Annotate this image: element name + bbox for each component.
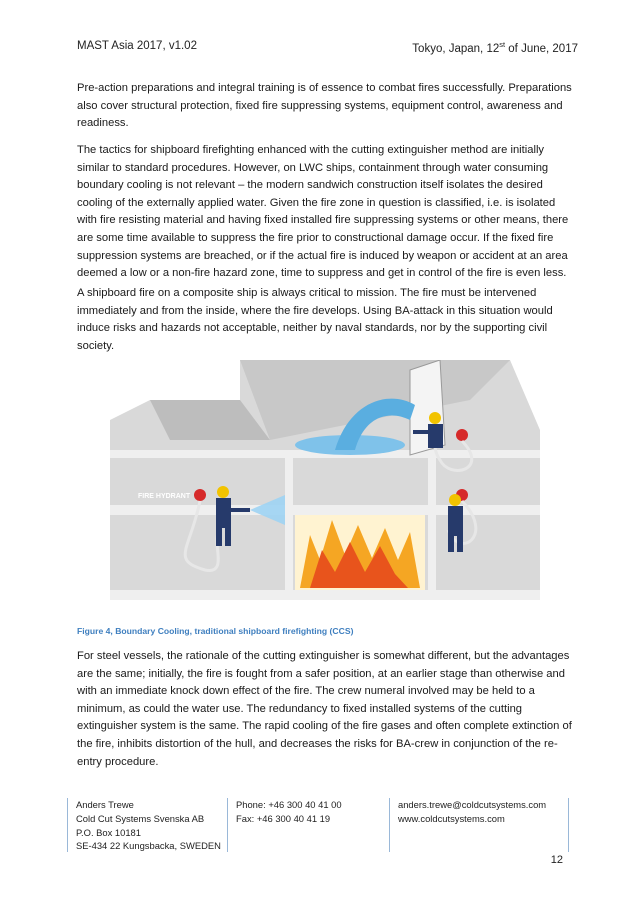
footer-email-link[interactable]: anders.trewe@coldcutsystems.com [398, 799, 547, 810]
footer-phone: Phone: +46 300 40 41 00 [236, 799, 342, 810]
figure-caption: Figure 4, Boundary Cooling, traditional shipboard firefighting (CCS) [77, 626, 354, 636]
paragraph-1: Pre-action preparations and integral training is of essence to combat fires successfully. Preparations also cover structural protection, fixed fire suppressing systems, equipment control, awareness and readiness. [77, 82, 572, 130]
footer-contact-phone [227, 798, 386, 852]
bottom-deck [110, 590, 540, 600]
header-right: Tokyo, Japan, 12st of June, 2017 [412, 40, 578, 55]
boundary-cooling-illustration [110, 360, 540, 610]
footer-website-link[interactable]: www.coldcutsystems.com [398, 812, 505, 824]
paragraph-2: The tactics for shipboard firefighting enhanced with the cutting extinguisher method are initially similar to standard procedures. However, on LWC ships, containment through water consuming boundary cooling is not relevant – the modern sandwich construction itself isolates the desired cooling of the externally applied water. Given the fire zone in question is classified, i.e. is isolated with fire resisting material and having fixed installed fire suppressing systems or other means, there are some time available to suppress the fire prior to constructional damage occur. If the fixed fire suppression systems are breached, or if the actual fire is induced by weapon or accident at an area deemed a low or a non-fire hazard zone, time to suppress and get in control of the fire is even less. [77, 144, 569, 280]
hydrant-top-icon [456, 429, 468, 441]
bulkhead-left [285, 458, 293, 593]
footer-contact-address [67, 798, 226, 852]
footer-company: Cold Cut Systems Svenska AB [76, 812, 205, 824]
paragraph-4: For steel vessels, the rationale of the cutting extinguisher is somewhat different, but the advantages are the same; initially, the fire is fought from a safer position, at an earlier stage than otherwise and with an immediate knock down effect of the fire. The crew numeral involved may be held to a minimum, as could the water use. The redundancy to fixed installed systems of the cutting extinguisher system is the same. The rapid cooling of the fire gases and often complete extinction of the fire, inhibits distortion of the hull, and decreases the risks for BA-crew in conjunction of the re-entry procedure. [77, 650, 572, 768]
footer-city: SE-434 22 Kungsbacka, SWEDEN [76, 840, 221, 852]
header-left: MAST Asia 2017, v1.02 [77, 40, 197, 52]
paragraph-3: A shipboard fire on a composite ship is always critical to mission. The fire must be intervened immediately and from the inside, where the fire develops. Using BA-attack in this situation would induce risks and hazards not acceptable, neither by naval standards, nor by the supporting civil society. [77, 287, 553, 352]
page-number: 12 [550, 854, 563, 866]
footer-po-box: P.O. Box 10181 [76, 826, 141, 838]
hydrant-left-icon [194, 489, 206, 501]
mid-deck [110, 505, 540, 515]
bulkhead-right [428, 458, 436, 593]
hydrant-label: FIRE HYDRANT [138, 493, 191, 500]
footer-name: Anders Trewe [76, 799, 134, 810]
footer-contact-web [389, 798, 569, 852]
footer-fax: Fax: +46 300 40 41 19 [236, 812, 331, 824]
